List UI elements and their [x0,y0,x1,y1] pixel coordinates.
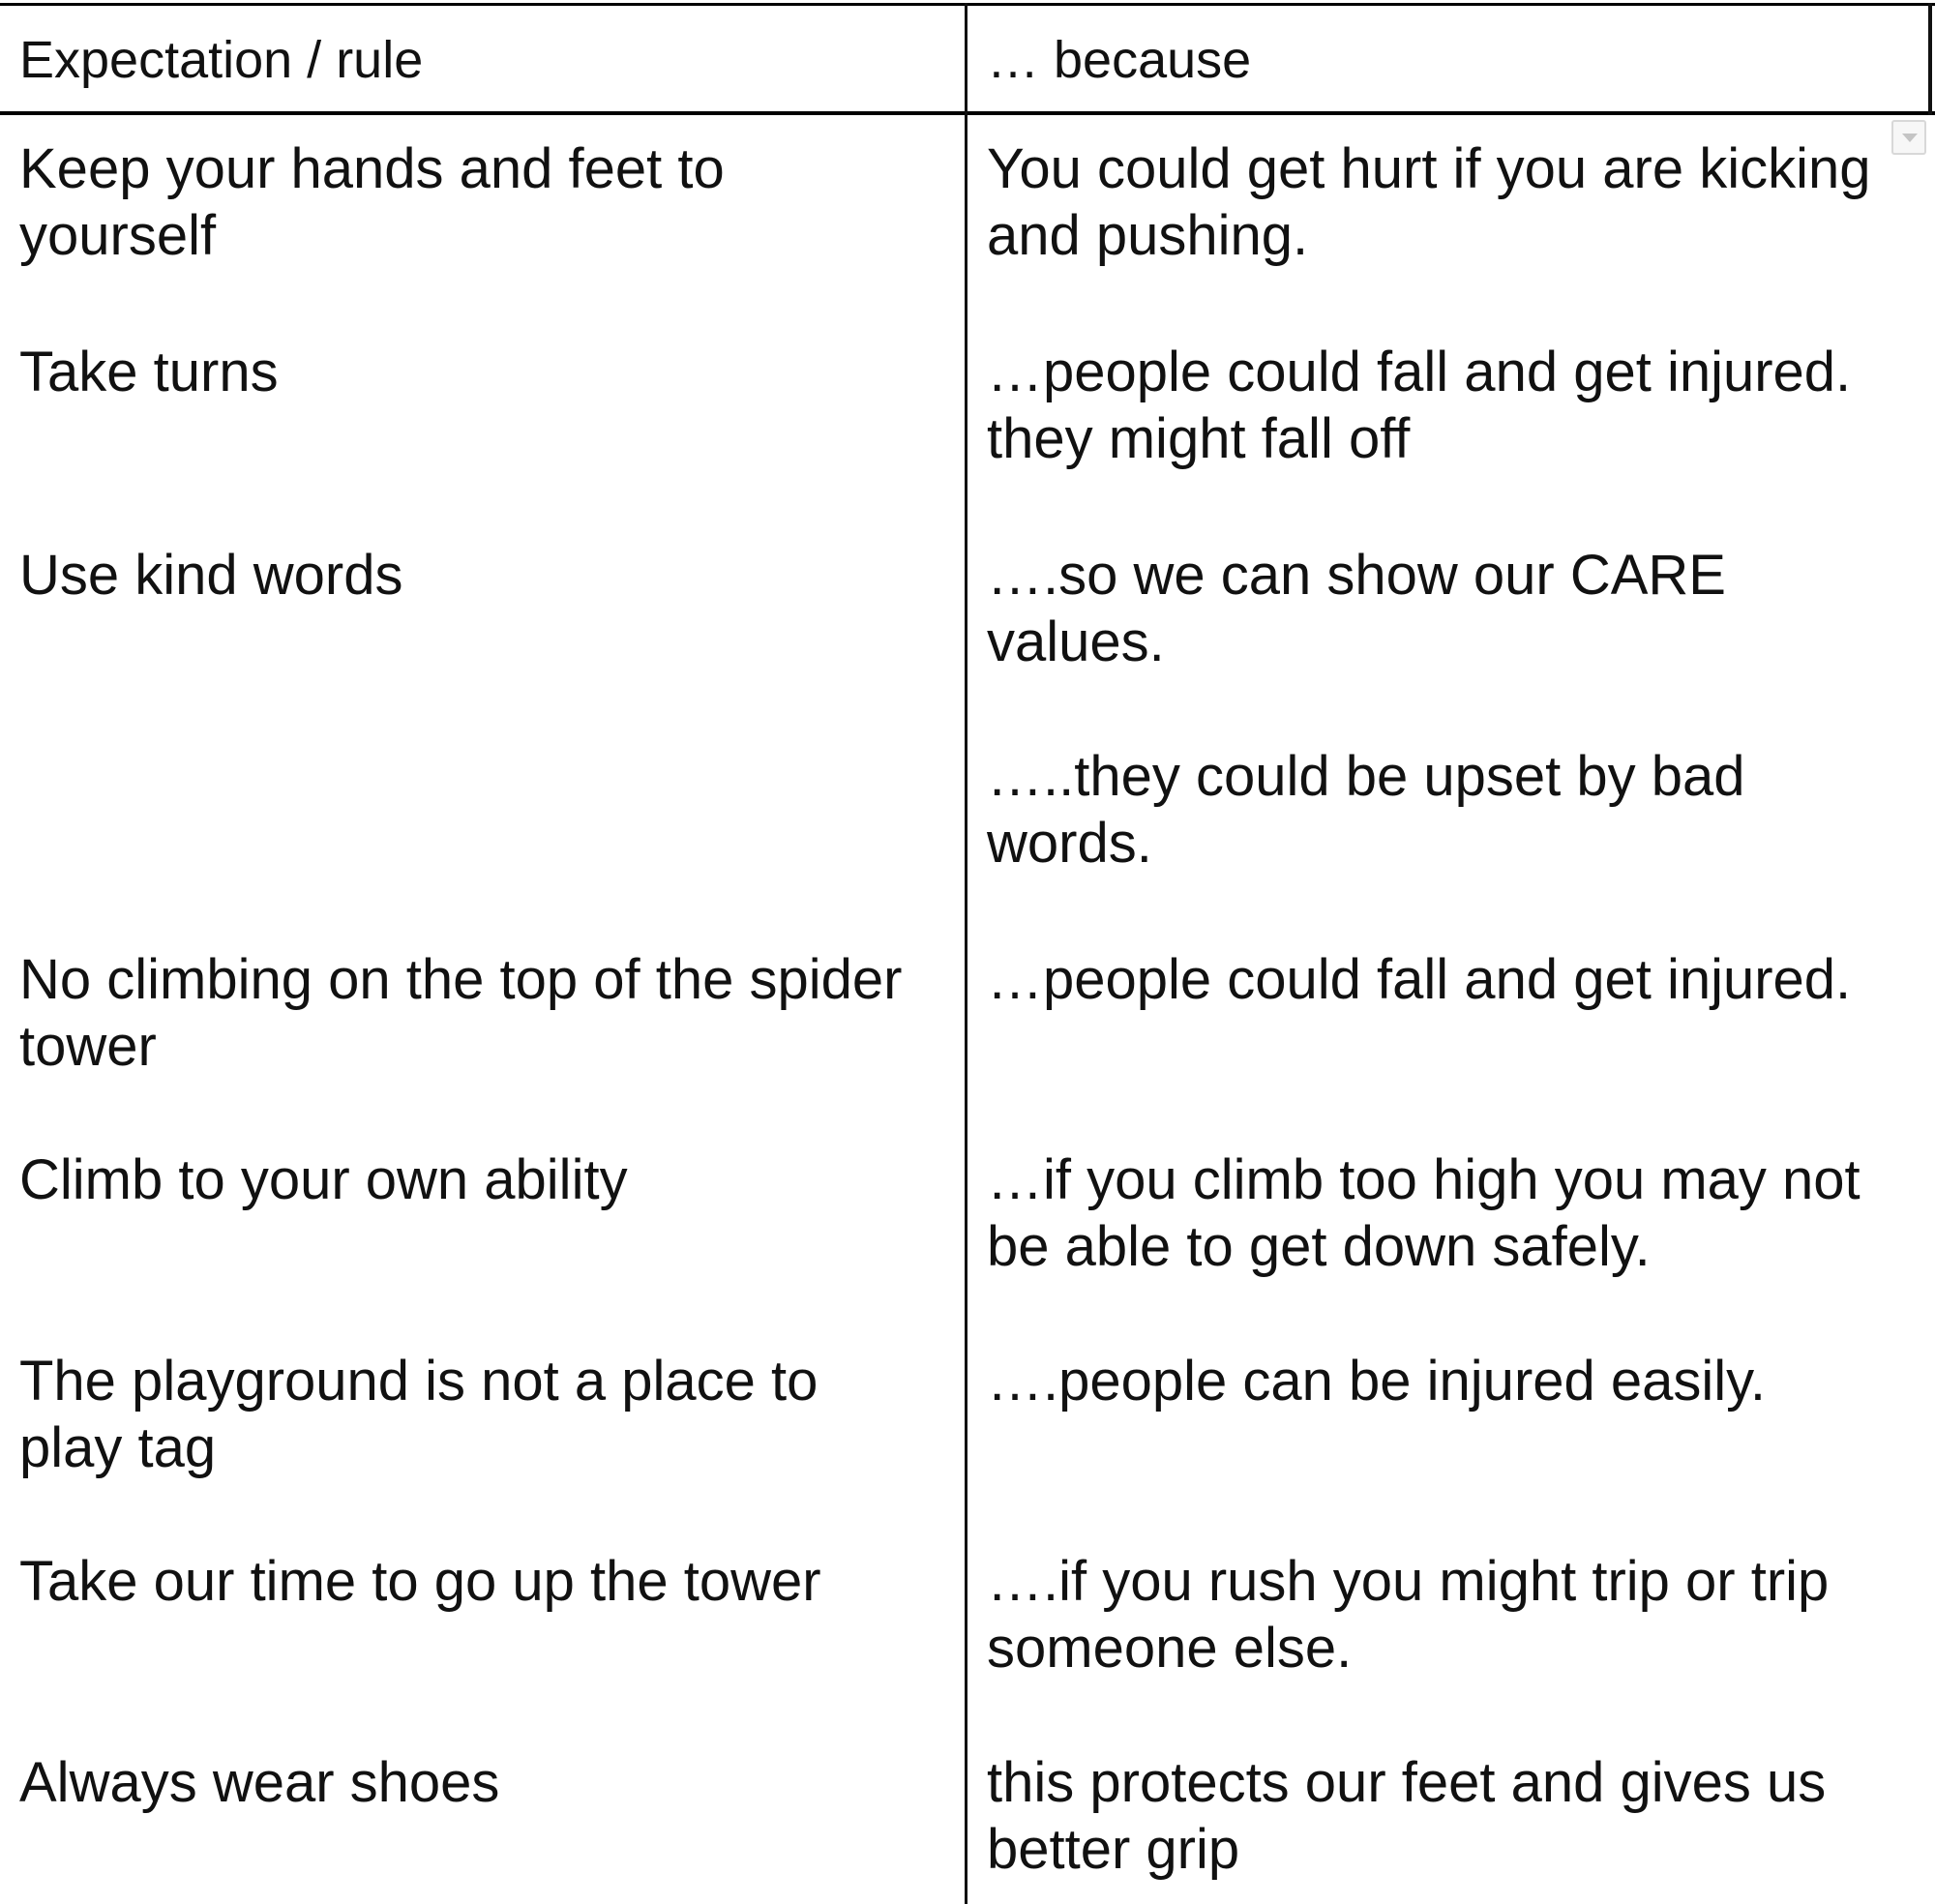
rule-cell-5: No climbing on the top of the spider tower [19,948,903,1078]
reason-cell-5: …people could fall and get injured. [987,948,1852,1011]
rule-cell-2: Take turns [19,341,279,403]
column-divider [965,3,968,1904]
rule-cell-6: Climb to your own ability [19,1148,628,1211]
reason-cell-1: You could get hurt if you are kicking and pushing. [987,137,1871,267]
header-expectation-rule: Expectation / rule [19,31,424,89]
reason-cell-3: ….so we can show our CARE values. [987,544,1726,673]
header-divider [0,111,1935,115]
header-right-border [1928,3,1932,115]
rule-cell-3: Use kind words [19,544,403,607]
reason-cell-6: …if you climb too high you may not be able to get down safely. [987,1148,1861,1278]
reason-cell-9: this protects our feet and gives us better grip [987,1751,1827,1881]
reason-cell-4: …..they could be upset by bad words. [987,745,1745,875]
reason-cell-7: ….people can be injured easily. [987,1350,1766,1413]
reason-cell-2: …people could fall and get injured. they might fall off [987,341,1852,470]
reason-cell-8: ….if you rush you might trip or trip someone else. [987,1550,1830,1680]
rule-cell-7: The playground is not a place to play tag [19,1350,819,1479]
rule-cell-1: Keep your hands and feet to yourself [19,137,725,267]
header-because: … because [987,31,1252,89]
rule-cell-9: Always wear shoes [19,1751,500,1814]
rule-cell-8: Take our time to go up the tower [19,1550,821,1613]
table-top-border [0,3,1935,6]
